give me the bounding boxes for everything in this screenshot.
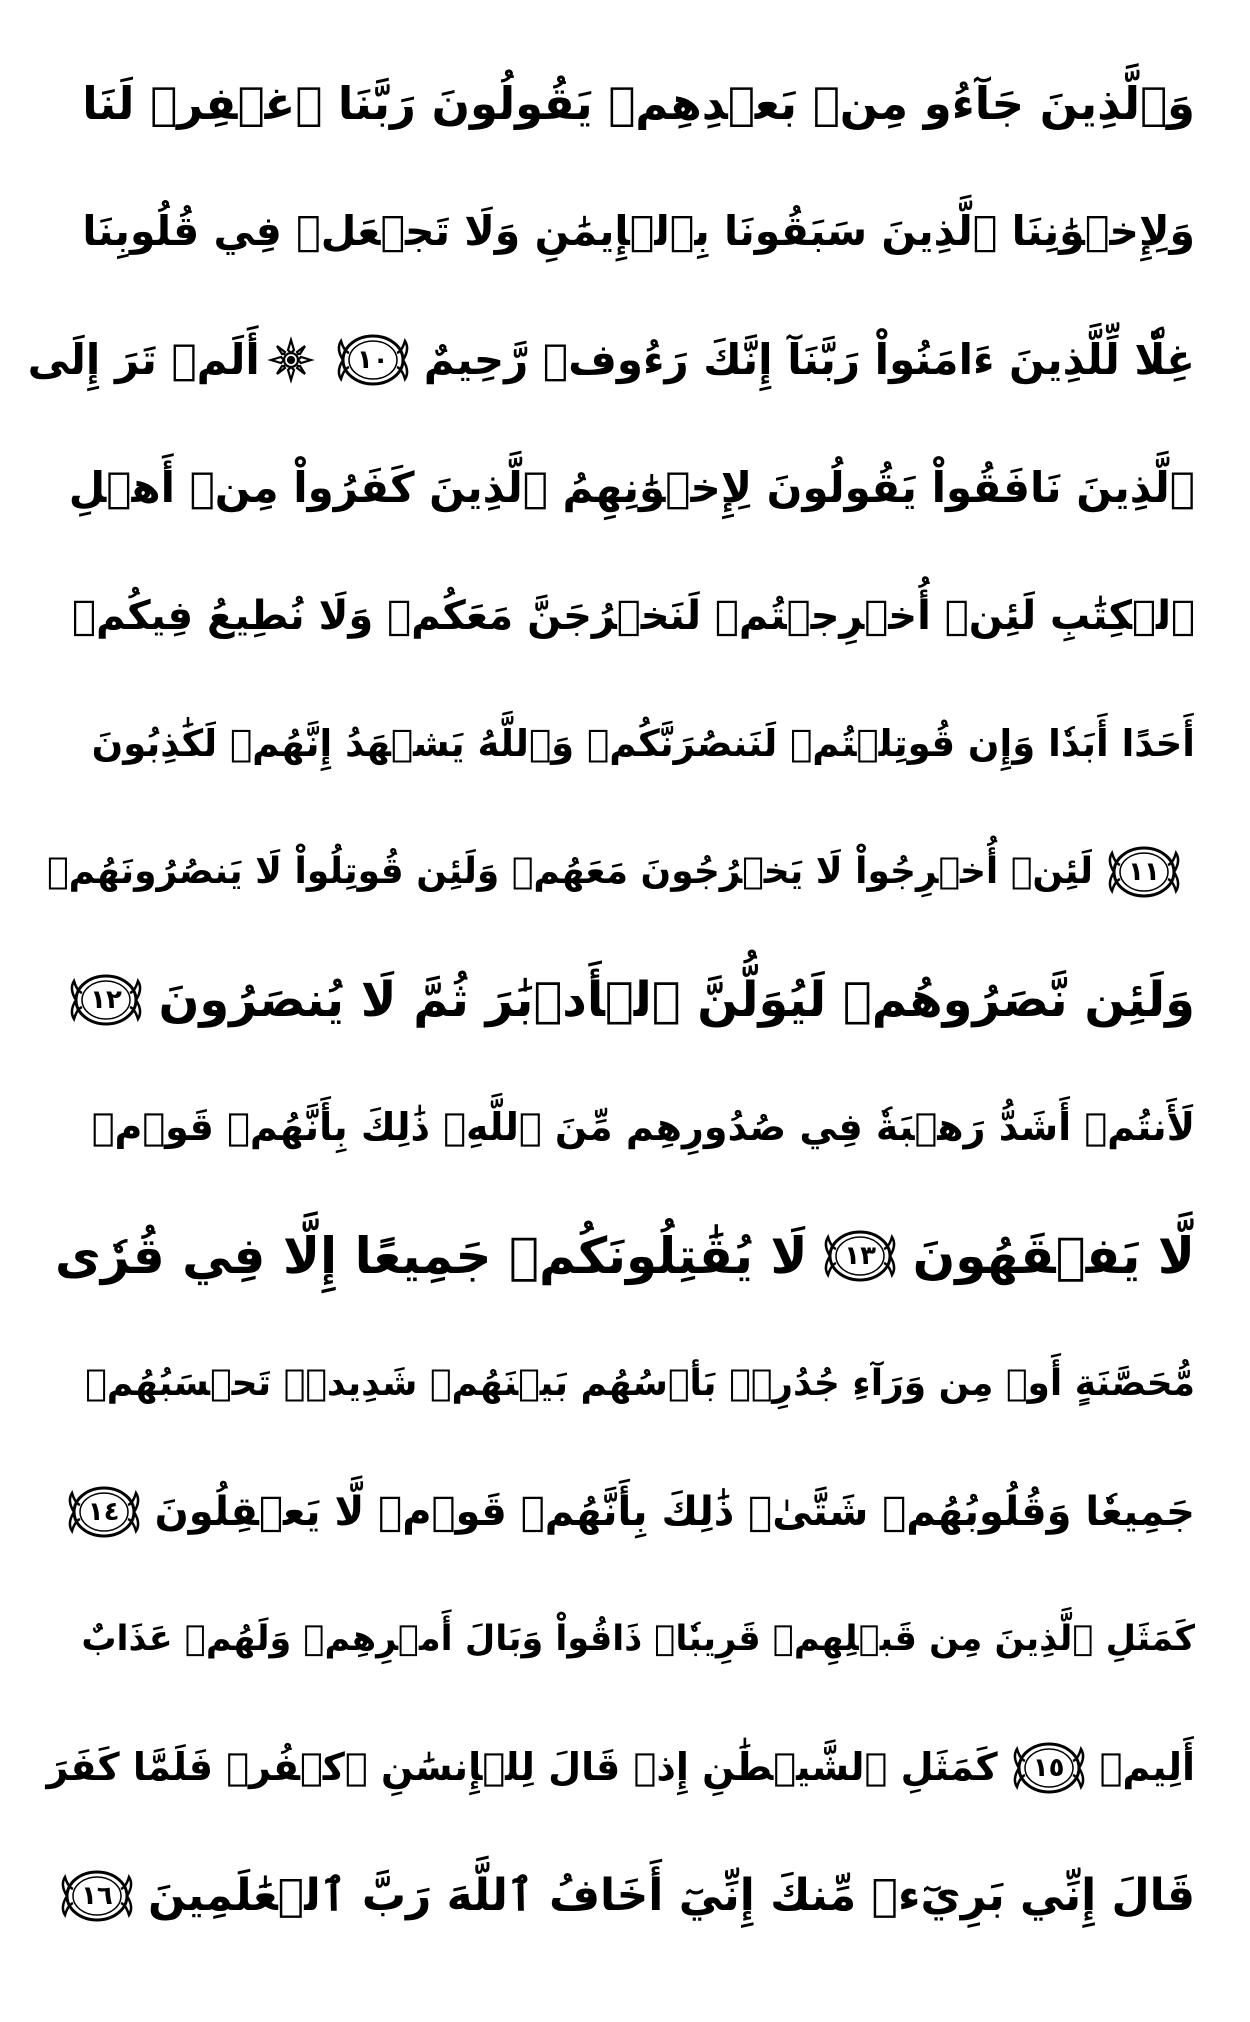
text-line — [46, 1704, 1195, 1832]
ayah-number: ١٤ — [87, 1497, 120, 1527]
text-line — [47, 808, 1195, 936]
verse-text: جَمِيعٗا وَقُلُوبُهُمۡ شَتَّىٰۚ ذَٰلِكَ بِأَنَّهُمۡ قَوۡمٞ لَّا يَعۡقِلُونَ — [154, 1489, 1195, 1535]
ayah-end-marker-icon — [56, 1867, 138, 1925]
verse-text: قَالَ إِنِّي بَرِيٓءٞ مِّنكَ إِنِّيٓ أَخَافُ ٱللَّهَ رَبَّ ٱلۡعَٰلَمِينَ — [147, 1870, 1195, 1922]
ayah-end-marker-icon — [819, 1227, 901, 1285]
ayah-number: ١٣ — [844, 1241, 876, 1271]
verse-text: ٱلۡكِتَٰبِ لَئِنۡ أُخۡرِجۡتُمۡ لَنَخۡرُجَنَّ مَعَكُمۡ وَلَا نُطِيعُ فِيكُمۡ — [71, 593, 1195, 639]
hizb-quarter-icon — [268, 337, 314, 383]
ayah-end-marker-icon — [332, 331, 414, 389]
verse-text: وَلَئِن نَّصَرُوهُمۡ لَيُوَلُّنَّ ٱلۡأَدۡبَٰرَ ثُمَّ لَا يُنصَرُونَ — [158, 971, 1195, 1028]
verse-text: ٱلَّذِينَ نَافَقُواْ يَقُولُونَ لِإِخۡوَٰنِهِمُ ٱلَّذِينَ كَفَرُواْ مِنۡ أَهۡلِ — [68, 462, 1195, 512]
quran-page — [27, 40, 1195, 1982]
text-line — [55, 1576, 1195, 1704]
verse-text: كَمَثَلِ ٱلشَّيۡطَٰنِ إِذۡ قَالَ لِلۡإِنسَٰنِ ٱكۡفُرۡ فَلَمَّا كَفَرَ — [46, 1745, 998, 1790]
ayah-end-marker-icon — [1103, 843, 1185, 901]
text-line — [55, 1192, 1195, 1320]
ayah-number: ١١ — [1128, 857, 1160, 887]
verse-text: مُّحَصَّنَةٍ أَوۡ مِن وَرَآءِ جُدُرِۭۚ بَأۡسُهُم بَيۡنَهُمۡ شَدِيدٞۚ تَحۡسَبُهُمۡ — [85, 1362, 1195, 1404]
verse-text: لَّا يَفۡقَهُونَ — [912, 1226, 1195, 1285]
verse-text: أَحَدًا أَبَدٗا وَإِن قُوتِلۡتُمۡ لَنَنصُرَنَّكُمۡ وَٱللَّهُ يَشۡهَدُ إِنَّهُمۡ لَكَٰذِبُونَ — [91, 721, 1195, 765]
verse-text: وَلِإِخۡوَٰنِنَا ٱلَّذِينَ سَبَقُونَا بِٱلۡإِيمَٰنِ وَلَا تَجۡعَلۡ فِي قُلُوبِنَا — [82, 207, 1195, 256]
verse-text: لَأَنتُمۡ أَشَدُّ رَهۡبَةٗ فِي صُدُورِهِم مِّنَ ٱللَّهِۚ ذَٰلِكَ بِأَنَّهُمۡ قَوۡمٞ — [91, 1105, 1195, 1150]
text-line — [55, 552, 1195, 680]
ayah-end-marker-icon — [63, 1483, 145, 1541]
text-line — [55, 424, 1195, 552]
text-line — [55, 40, 1195, 168]
verse-text: أَلَمۡ تَرَ إِلَى — [27, 334, 260, 384]
text-line — [55, 680, 1195, 808]
text-line — [27, 296, 1195, 424]
ayah-number: ١٢ — [90, 984, 122, 1015]
verse-text: لَئِنۡ أُخۡرِجُواْ لَا يَخۡرُجُونَ مَعَهُمۡ وَلَئِن قُوتِلُواْ لَا يَنصُرُونَهُمۡ — [47, 850, 1093, 892]
verse-text: كَمَثَلِ ٱلَّذِينَ مِن قَبۡلِهِمۡ قَرِيبٗاۖ ذَاقُواْ وَبَالَ أَمۡرِهِمۡ وَلَهُمۡ عَذَابٌ — [81, 1619, 1195, 1660]
text-line — [55, 168, 1195, 296]
ayah-number: ١٠ — [356, 345, 389, 375]
ayah-number: ١٦ — [81, 1881, 113, 1911]
ayah-number: ١٥ — [1032, 1753, 1065, 1783]
text-line — [55, 1832, 1195, 1960]
verse-text: أَلِيمٞ — [1099, 1745, 1195, 1790]
text-line — [55, 1448, 1195, 1576]
verse-text: وَٱلَّذِينَ جَآءُو مِنۢ بَعۡدِهِمۡ يَقُولُونَ رَبَّنَا ٱغۡفِرۡ لَنَا — [82, 76, 1195, 130]
verse-text: غِلّٗا لِّلَّذِينَ ءَامَنُواْ رَبَّنَآ إِنَّكَ رَءُوفٞ رَّحِيمٌ — [423, 334, 1195, 384]
verse-text: لَا يُقَٰتِلُونَكُمۡ جَمِيعًا إِلَّا فِي قُرٗى — [55, 1226, 808, 1285]
ayah-end-marker-icon — [65, 971, 147, 1029]
text-line — [55, 936, 1195, 1064]
text-line — [55, 1064, 1195, 1192]
ayah-end-marker-icon — [1008, 1739, 1090, 1797]
text-line — [55, 1320, 1195, 1448]
